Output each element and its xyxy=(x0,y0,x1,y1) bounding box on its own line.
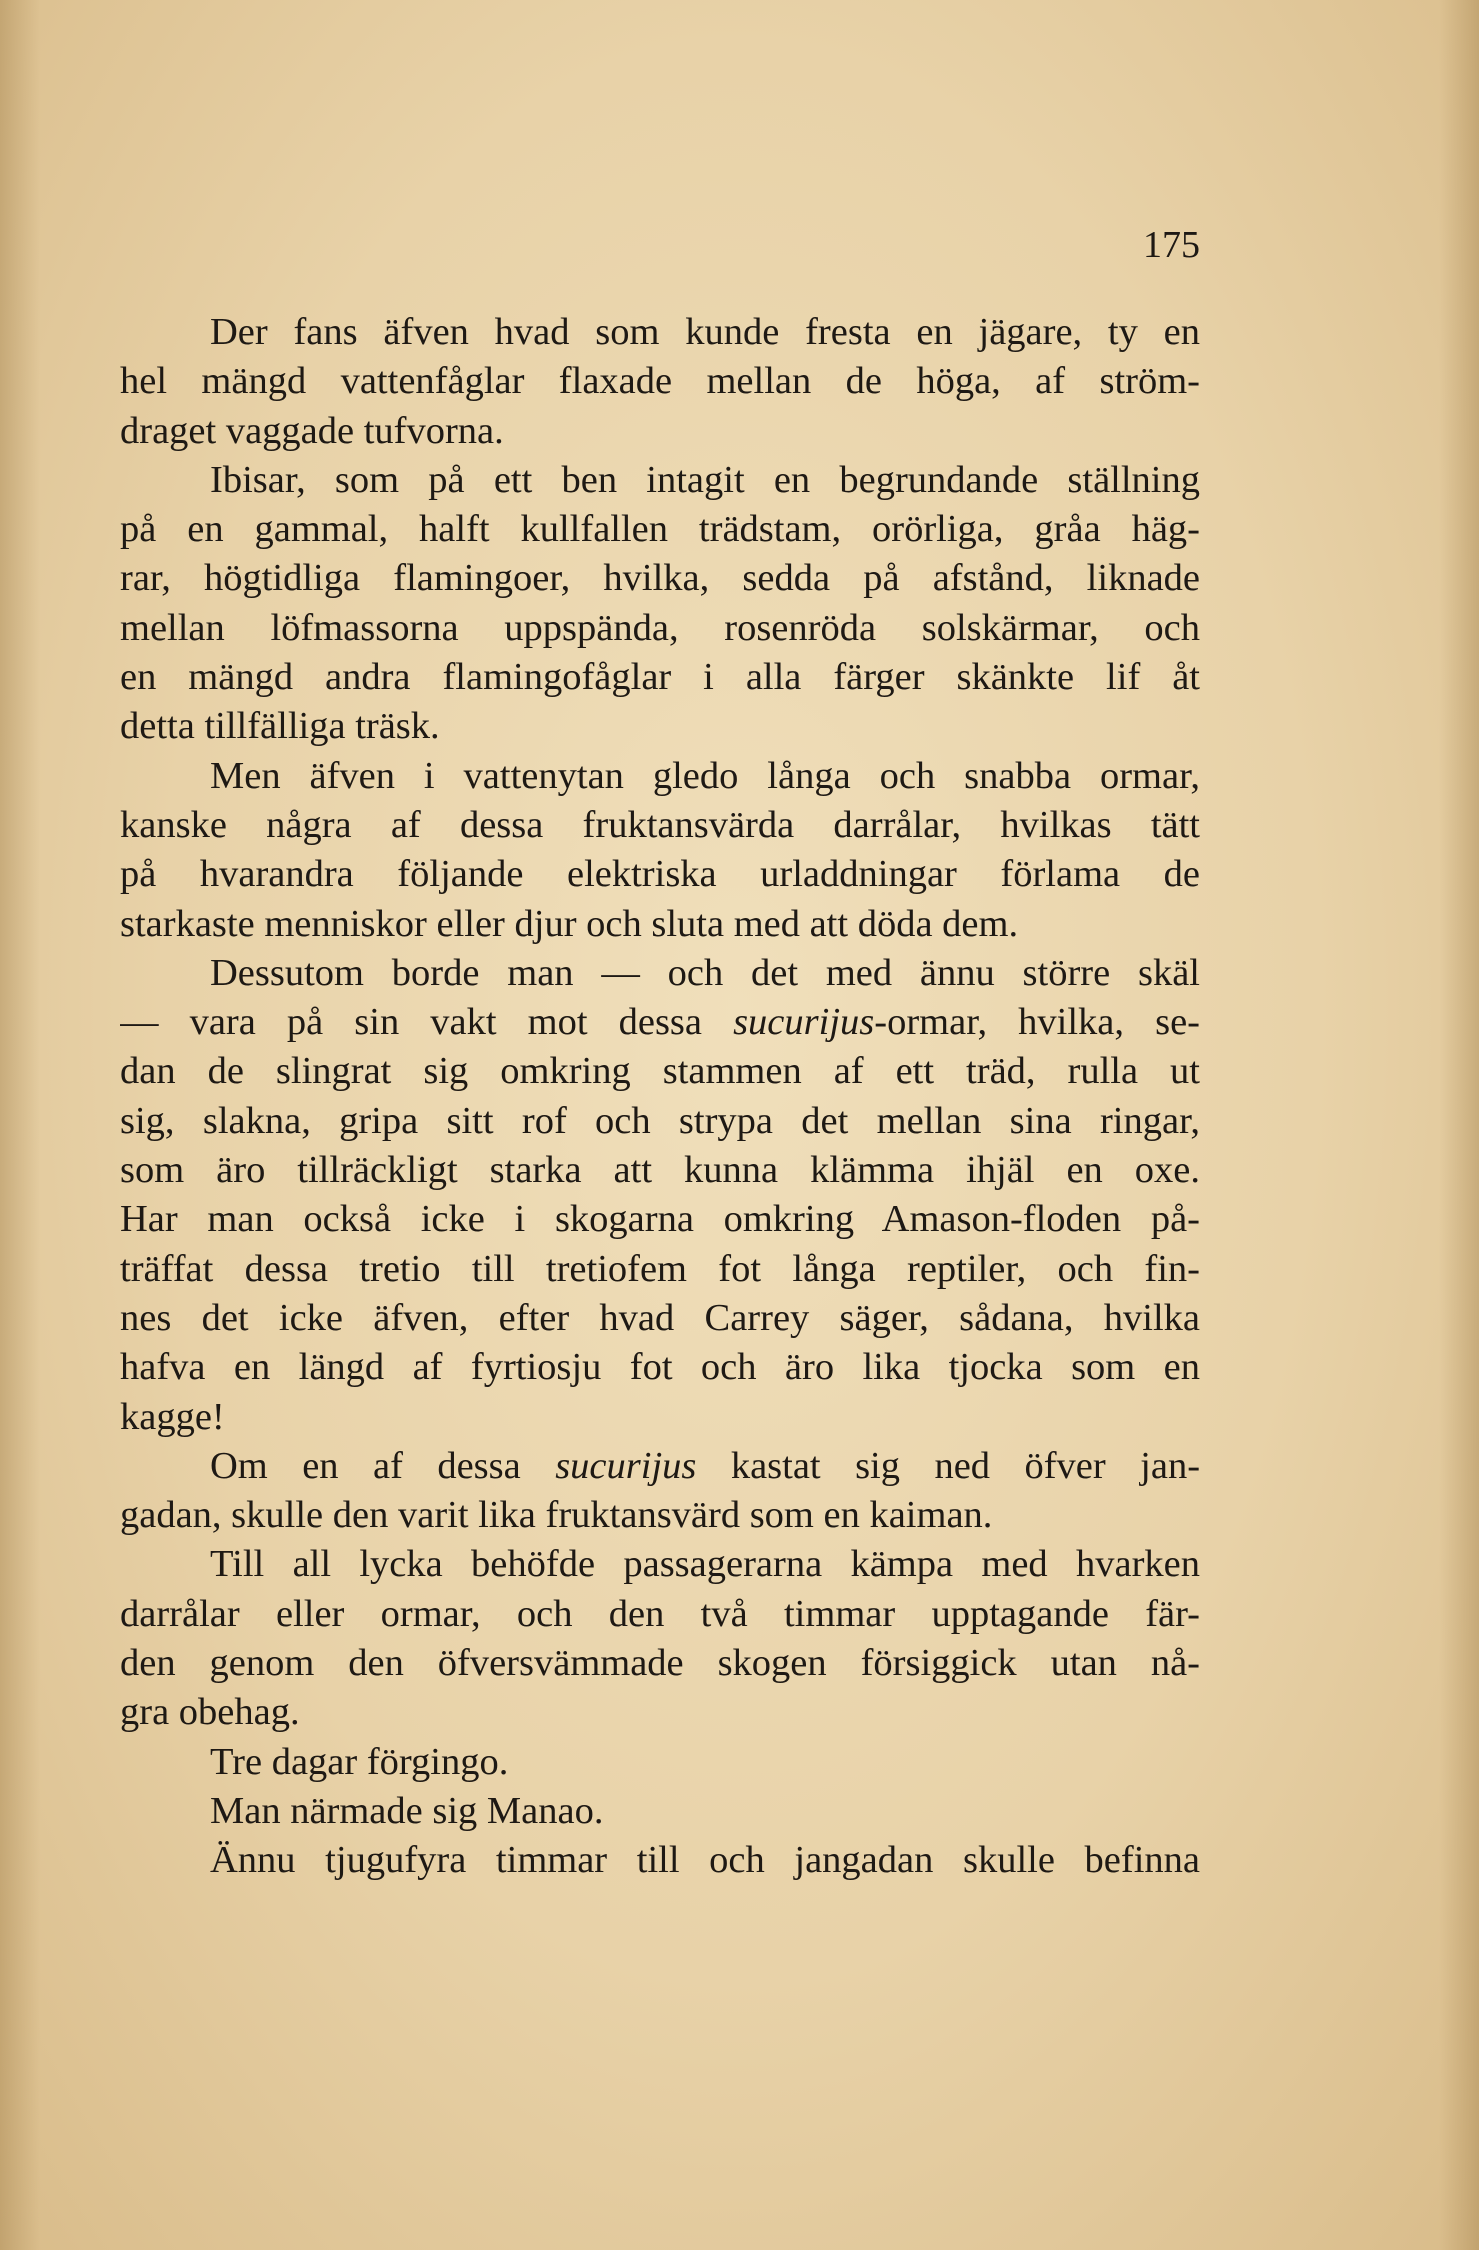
text-segment: rar, högtidliga flamingoer, hvilka, sedda på afstånd, liknade xyxy=(120,557,1200,600)
text-line xyxy=(120,407,1200,456)
text-line xyxy=(120,801,1200,850)
text-line xyxy=(120,1590,1200,1639)
text-line xyxy=(120,604,1200,653)
body-text xyxy=(120,308,1200,1886)
text-segment: Der fans äfven hvad som kunde fresta en jägare, ty en xyxy=(210,311,1200,353)
text-segment: starkaste menniskor eller djur och sluta med att döda dem. xyxy=(120,902,1019,945)
text-segment: kagge! xyxy=(120,1395,225,1438)
text-segment: hafva en längd af fyrtiosju fot och äro lika tjocka som en xyxy=(120,1346,1200,1389)
text-segment: Har man också icke i skogarna omkring Amason-floden på- xyxy=(120,1198,1200,1241)
italic-term: sucurijus xyxy=(733,1001,875,1044)
text-line xyxy=(120,1787,1200,1836)
text-segment: Men äfven i vattenytan gledo långa och snabba ormar, xyxy=(210,754,1200,797)
text-line xyxy=(120,850,1200,899)
italic-term: sucurijus xyxy=(555,1444,697,1487)
text-segment: Till all lycka behöfde passagerarna kämpa med hvarken xyxy=(210,1543,1200,1586)
text-line xyxy=(120,505,1200,554)
text-segment: draget vaggade tufvorna. xyxy=(120,409,504,452)
text-line xyxy=(120,1245,1200,1294)
text-line xyxy=(120,998,1200,1047)
text-line xyxy=(120,949,1200,998)
text-line xyxy=(120,1294,1200,1343)
text-line xyxy=(120,1047,1200,1096)
text-line xyxy=(120,1195,1200,1244)
text-segment: Ibisar, som på ett ben intagit en begrundande ställning xyxy=(210,458,1200,501)
text-segment: Ännu tjugufyra timmar till och jangadan skulle befinna xyxy=(210,1839,1200,1882)
text-segment: Tre dagar förgingo. xyxy=(210,1740,509,1783)
text-segment: gadan, skulle den varit lika fruktansvärd som en kaiman. xyxy=(120,1494,993,1537)
text-segment: hel mängd vattenfåglar flaxade mellan de höga, af ström- xyxy=(120,360,1200,403)
text-segment: — vara på sin vakt mot dessa xyxy=(120,1001,734,1044)
text-line xyxy=(120,900,1200,949)
text-segment: mellan löfmassorna uppspända, rosenröda solskärmar, och xyxy=(120,606,1200,649)
text-segment: Om en af dessa xyxy=(210,1444,556,1487)
text-segment: nes det icke äfven, efter hvad Carrey säger, sådana, hvilka xyxy=(120,1296,1200,1339)
text-line xyxy=(120,702,1200,751)
text-line xyxy=(120,1343,1200,1392)
text-line xyxy=(120,1540,1200,1589)
text-segment: Dessutom borde man — och det med ännu större skäl xyxy=(210,951,1200,994)
text-line xyxy=(120,752,1200,801)
text-line xyxy=(120,456,1200,505)
text-segment: kastat sig ned öfver jan- xyxy=(696,1444,1200,1487)
text-line xyxy=(120,1639,1200,1688)
text-line xyxy=(120,357,1200,406)
text-line xyxy=(120,1146,1200,1195)
page-edge-shadow-left xyxy=(0,0,40,2250)
text-segment: Man närmade sig Manao. xyxy=(210,1789,604,1832)
text-line xyxy=(120,1393,1200,1442)
text-segment: träffat dessa tretio till tretiofem fot långa reptiler, och fin- xyxy=(120,1247,1200,1290)
text-line xyxy=(120,1688,1200,1737)
text-line xyxy=(120,308,1200,357)
text-line xyxy=(120,653,1200,702)
text-line xyxy=(120,1097,1200,1146)
text-segment: gra obehag. xyxy=(120,1691,300,1734)
text-segment: dan de slingrat sig omkring stammen af ett träd, rulla ut xyxy=(120,1050,1200,1093)
page-edge-shadow-right xyxy=(1439,0,1479,2250)
text-segment: kanske några af dessa fruktansvärda darrålar, hvilkas tätt xyxy=(120,803,1200,846)
text-segment: på en gammal, halft kullfallen trädstam, orörliga, gråa häg- xyxy=(120,508,1200,551)
text-line xyxy=(120,554,1200,603)
text-segment: en mängd andra flamingofåglar i alla färger skänkte lif åt xyxy=(120,656,1200,699)
text-segment: darrålar eller ormar, och den två timmar upptagande fär- xyxy=(120,1592,1200,1635)
text-segment: detta tillfälliga träsk. xyxy=(120,705,440,748)
text-line xyxy=(120,1442,1200,1491)
text-line xyxy=(120,1738,1200,1787)
text-line xyxy=(120,1491,1200,1540)
text-segment: den genom den öfversvämmade skogen försiggick utan nå- xyxy=(120,1642,1200,1685)
page-number: 175 xyxy=(1143,224,1200,266)
text-segment: på hvarandra följande elektriska urladdningar förlama de xyxy=(120,853,1200,896)
text-line xyxy=(120,1836,1200,1885)
text-segment: som äro tillräckligt starka att kunna klämma ihjäl en oxe. xyxy=(120,1149,1200,1192)
text-segment: sig, slakna, gripa sitt rof och strypa det mellan sina ringar, xyxy=(120,1099,1200,1142)
text-segment: -ormar, hvilka, se- xyxy=(874,1001,1200,1044)
